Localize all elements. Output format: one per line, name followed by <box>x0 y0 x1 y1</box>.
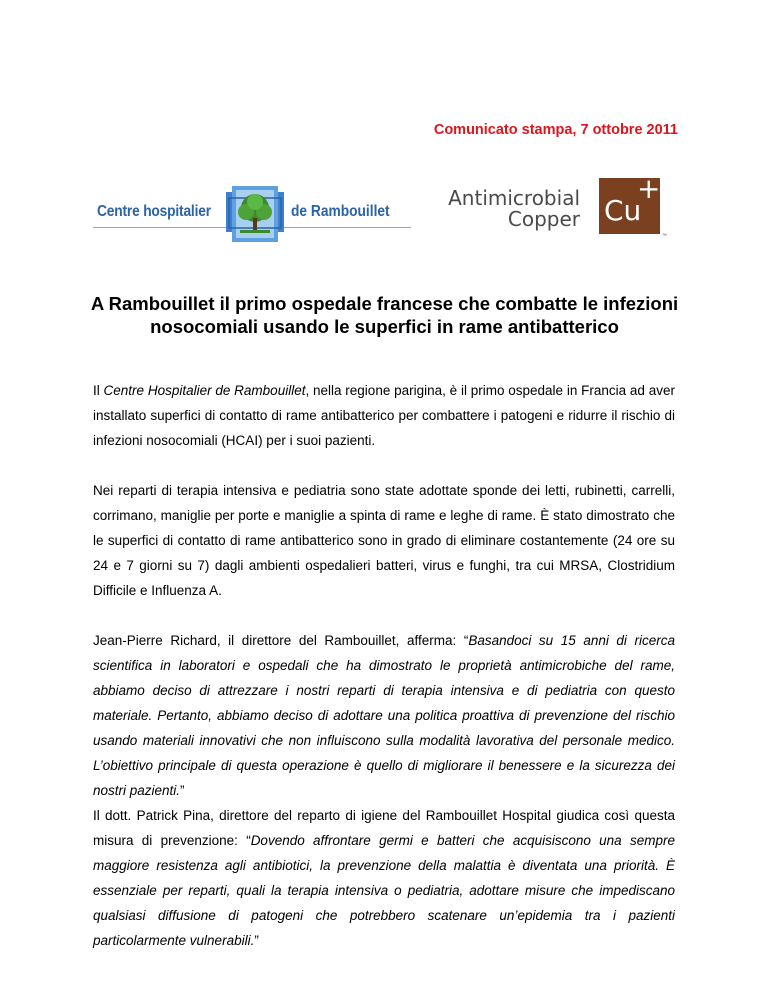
paragraph-hygiene-quote <box>93 803 675 953</box>
press-release-dateline: Comunicato stampa, 7 ottobre 2011 <box>433 122 678 138</box>
hygiene-quote-intro: Il dott. Patrick Pina, direttore del reparto di igiene del Rambouillet Hospital giudica così questa misura di prevenzione: “ <box>93 808 675 848</box>
trademark-mark: ™ <box>662 233 667 239</box>
hygiene-quote-close: ” <box>254 933 259 948</box>
copper-logo-line1: Antimicrobial <box>448 186 580 210</box>
paragraph-intro-post: , nella regione parigina, è il primo ospedale in Francia ad aver installato superfici di contatto di rame antibatterico per combattere i patogeni e ridurre il rischio di infezioni nosocomiali (HCAI) per i suoi pazienti. <box>93 383 675 448</box>
article-headline <box>70 292 699 338</box>
hospital-logo-text-right: de Rambouillet <box>291 203 390 220</box>
tree-emblem-icon <box>226 186 284 242</box>
hospital-logo <box>93 186 411 242</box>
director-quote-italic: Basandoci su 15 anni di ricerca scientifica in laboratori e ospedali che ha dimostrato le proprietà antimicrobiche del rame, abbiamo deciso di attrezzare i nostri reparti di terapia intensiva e di pediatria con questo materiale. Pertanto, abbiamo deciso di adottare una politica proattiva di prevenzione del rischio usando materiali innovativi che non influiscono sulla modalità lavorativa del personale medico. L’obiettivo principale di questa operazione è quello di migliorare il benessere e la sicurezza dei nostri pazienti. <box>93 633 675 798</box>
paragraph-intro-pre: Il <box>93 383 104 398</box>
director-quote-intro: Jean-Pierre Richard, il direttore del Rambouillet, afferma: “ <box>93 633 469 648</box>
paragraph-intro <box>93 378 675 453</box>
headline-line-2: nosocomiali usando le superfici in rame antibatterico <box>150 316 619 337</box>
copper-logo-line2: Copper <box>507 207 580 231</box>
hygiene-quote-italic: Dovendo affrontare germi e batteri che acquisiscono una sempre maggiore resistenza agli antibiotici, la prevenzione della malattia è diventata una priorità. È essenziale per reparti, quali la terapia intensiva o pediatria, adottare misure che impediscano qualsiasi diffusione di patogeni che potrebbero scatenare un’epidemia tra i pazienti particolarmente vulnerabili. <box>93 833 675 948</box>
hospital-name-italic: Centre Hospitalier de Rambouillet <box>103 383 306 398</box>
copper-symbol: Cu <box>604 194 642 227</box>
director-quote-close: ” <box>180 783 185 798</box>
copper-logo-badge <box>599 172 661 234</box>
copper-logo-text <box>446 188 580 230</box>
paragraph-installations: Nei reparti di terapia intensiva e pediatria sono state adottate sponde dei letti, rubinetti, carrelli, corrimano, maniglie per porte e maniglie a spinta di rame e leghe di rame. È stato dimostrato che le superfici di contatto di rame antibatterico sono in grado di eliminare costantemente (24 ore su 24 e 7 giorni su 7) dagli ambienti ospedalieri batteri, virus e funghi, tra cui MRSA, Clostridium Difficile e Influenza A. <box>93 483 675 598</box>
headline-line-1: A Rambouillet il primo ospedale francese che combatte le infezioni <box>90 293 679 314</box>
copper-plus-sign: + <box>637 172 661 205</box>
paragraph-director-quote <box>93 628 675 803</box>
article-body <box>93 378 675 953</box>
hospital-logo-text-left: Centre hospitalier <box>97 203 211 220</box>
